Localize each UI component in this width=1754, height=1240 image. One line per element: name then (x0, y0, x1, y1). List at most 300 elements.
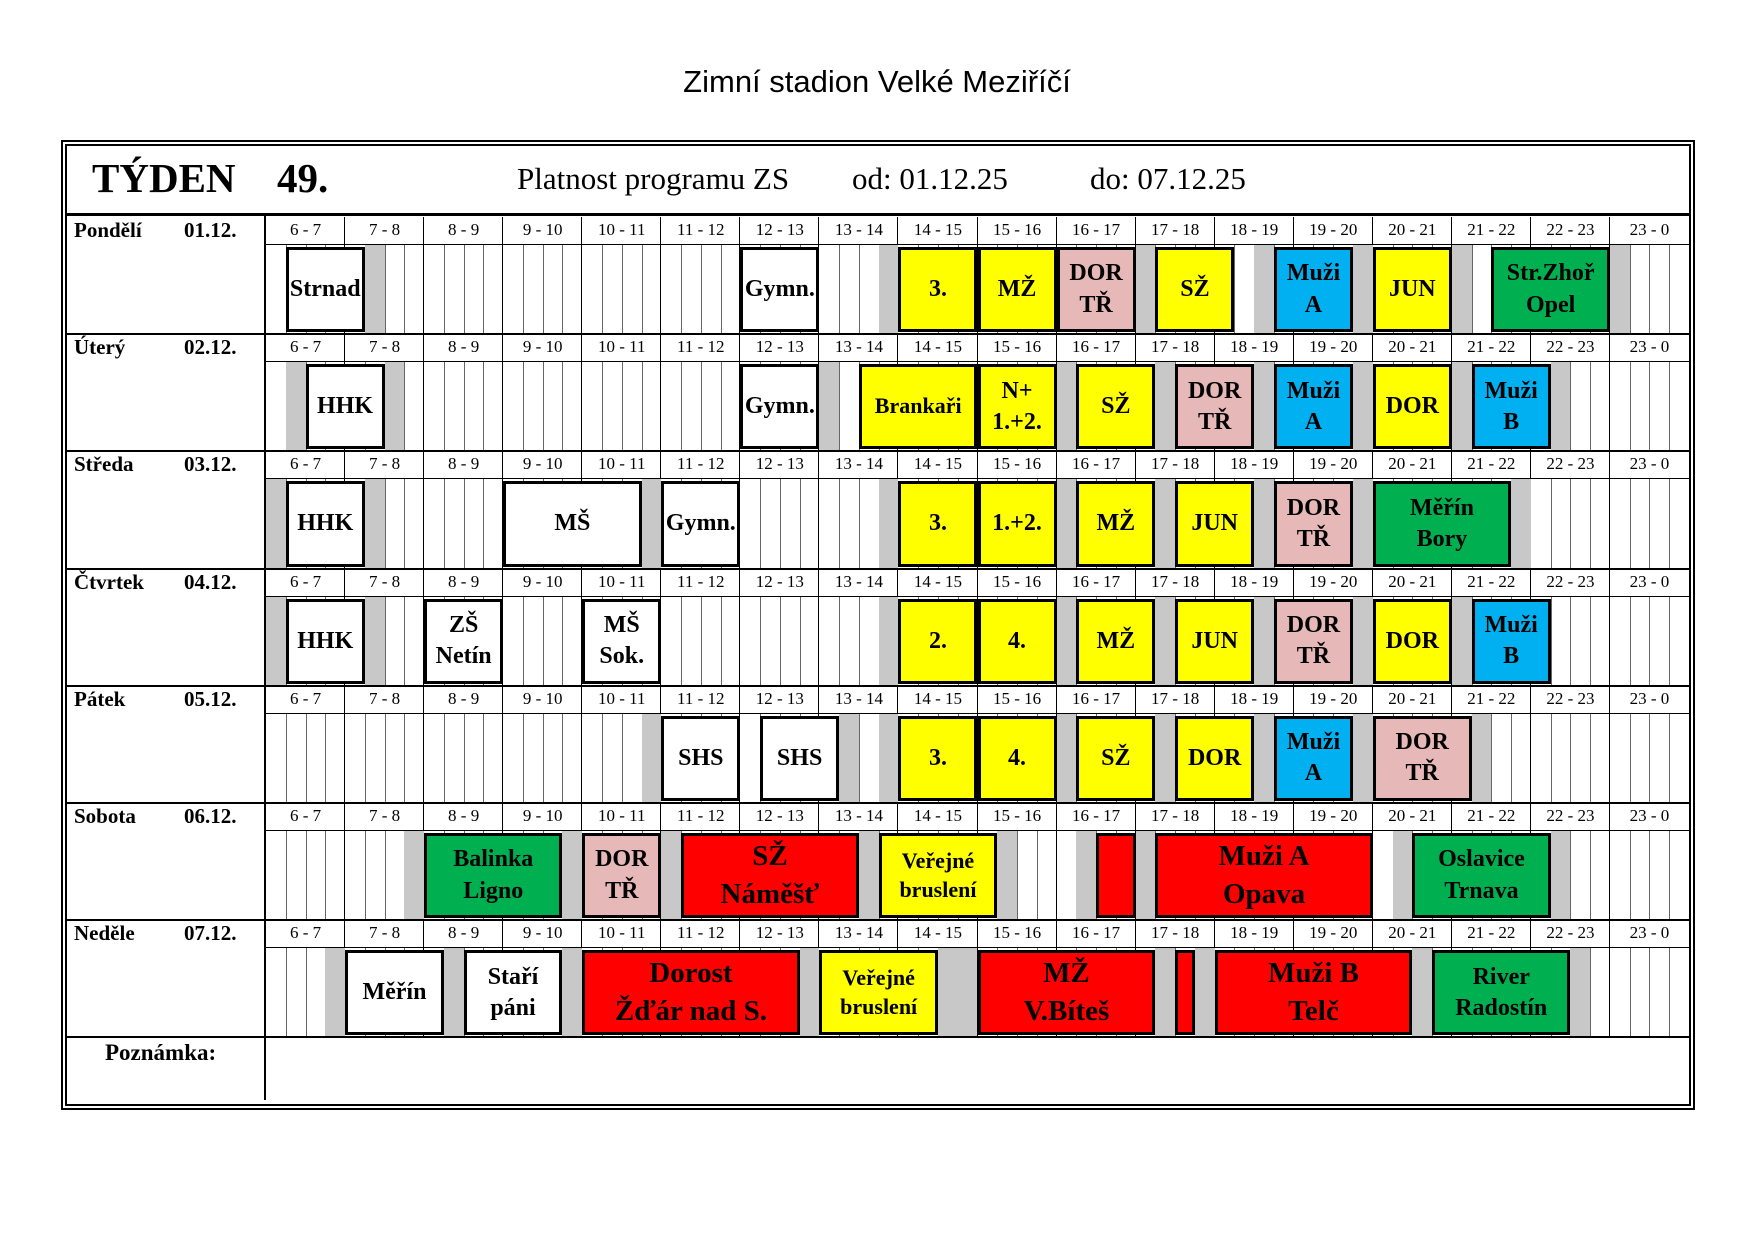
quarter-line (1630, 245, 1631, 334)
quarter-line (562, 714, 563, 803)
resurfacing-gap (1472, 714, 1492, 803)
hour-label: 17 - 18 (1151, 337, 1200, 357)
booking-block[interactable]: SŽ (1076, 364, 1155, 449)
hour-label: 22 - 23 (1546, 220, 1595, 239)
resurfacing-gap (661, 831, 681, 920)
hour-label: 17 - 18 (1151, 806, 1200, 825)
quarter-line (385, 831, 386, 920)
hour-label: 20 - 21 (1388, 806, 1437, 825)
quarter-line (543, 245, 544, 334)
hour-header-divider (266, 830, 1689, 831)
quarter-line (1570, 479, 1571, 568)
hour-label: 7 - 8 (368, 923, 401, 943)
day-name: Pondělí (74, 218, 142, 242)
hour-label: 12 - 13 (755, 806, 804, 825)
quarter-line (1570, 714, 1571, 803)
booking-block[interactable]: JUN (1373, 247, 1452, 332)
quarter-line (1669, 714, 1670, 803)
hour-label: 9 - 10 (522, 571, 563, 591)
hour-label: 8 - 9 (448, 688, 480, 708)
resurfacing-gap (562, 831, 582, 920)
quarter-line (859, 597, 860, 686)
resurfacing-gap (879, 245, 899, 334)
resurfacing-gap (1551, 362, 1571, 451)
quarter-line (404, 714, 405, 803)
quarter-line (602, 362, 603, 451)
booking-block[interactable]: Muži A Opava (1155, 833, 1372, 918)
booking-block[interactable]: Měřín (345, 950, 444, 1035)
day-date: 02.12. (184, 335, 237, 360)
quarter-line (839, 479, 840, 568)
booking-block[interactable]: 4. (978, 716, 1057, 801)
quarter-line (642, 362, 643, 451)
hour-label: 9 - 10 (522, 806, 563, 825)
hour-label: 17 - 18 (1151, 571, 1200, 591)
resurfacing-gap (266, 479, 286, 568)
quarter-line (760, 597, 761, 686)
quarter-line (404, 597, 405, 686)
hour-label: 8 - 9 (448, 571, 480, 591)
resurfacing-gap (1155, 597, 1175, 686)
booking-block[interactable]: Str.Zhoř Opel (1491, 247, 1610, 332)
hour-label: 14 - 15 (913, 923, 963, 943)
hour-label: 8 - 9 (448, 337, 480, 357)
resurfacing-gap (1353, 362, 1373, 451)
quarter-line (622, 245, 623, 334)
booking-block[interactable]: Balinka Ligno (424, 833, 562, 918)
resurfacing-gap (1551, 831, 1571, 920)
quarter-line (721, 245, 722, 334)
day-name: Úterý (74, 335, 126, 360)
hour-label: 13 - 14 (834, 337, 883, 357)
quarter-line (602, 245, 603, 334)
hour-label: 11 - 12 (677, 454, 725, 474)
quarter-line (1669, 245, 1670, 334)
day-name: Neděle (74, 921, 135, 946)
hour-label: 10 - 11 (597, 688, 646, 708)
resurfacing-gap (1393, 831, 1413, 920)
quarter-line (444, 479, 445, 568)
booking-block[interactable]: SŽ (1155, 247, 1234, 332)
quarter-line (1649, 948, 1650, 1037)
quarter-line (1649, 831, 1650, 920)
quarter-line (1234, 245, 1235, 334)
quarter-line (1649, 479, 1650, 568)
hour-label: 23 - 0 (1629, 806, 1670, 825)
quarter-line (1590, 714, 1591, 803)
hour-label: 8 - 9 (448, 806, 480, 825)
booking-block[interactable]: HHK (286, 481, 365, 566)
resurfacing-gap (1511, 479, 1531, 568)
hour-divider (1609, 334, 1610, 451)
hour-label: 18 - 19 (1230, 571, 1279, 591)
resurfacing-gap (1155, 714, 1175, 803)
quarter-line (325, 714, 326, 803)
hour-divider (502, 334, 503, 451)
booking-block[interactable]: MŽ (1076, 481, 1155, 566)
quarter-line (286, 831, 287, 920)
booking-block[interactable]: Muži A (1274, 716, 1353, 801)
hour-label: 10 - 11 (597, 337, 646, 357)
booking-block[interactable]: Veřejné bruslení (879, 833, 998, 918)
hour-divider (344, 686, 345, 803)
booking-block[interactable]: Muži B Telč (1215, 950, 1413, 1035)
booking-block[interactable]: DOR (1373, 364, 1452, 449)
hour-label: 9 - 10 (522, 454, 563, 474)
hour-label: 10 - 11 (597, 923, 646, 943)
hour-label: 20 - 21 (1388, 220, 1437, 239)
quarter-line (483, 714, 484, 803)
hour-label: 18 - 19 (1230, 454, 1279, 474)
hour-label: 12 - 13 (755, 923, 804, 943)
resurfacing-gap (958, 948, 978, 1037)
quarter-line (839, 245, 840, 334)
day-name: Pátek (74, 686, 126, 711)
booking-block[interactable]: Dorost Žďár nad S. (582, 950, 799, 1035)
quarter-line (1017, 831, 1018, 920)
quarter-line (760, 479, 761, 568)
quarter-line (385, 597, 386, 686)
hour-label: 10 - 11 (597, 806, 646, 825)
resurfacing-gap (562, 948, 582, 1037)
hour-header-divider (266, 478, 1689, 479)
quarter-line (701, 597, 702, 686)
hour-label: 19 - 20 (1309, 337, 1358, 357)
day-date: 06.12. (184, 804, 237, 828)
resurfacing-gap (859, 831, 879, 920)
resurfacing-gap (1353, 714, 1373, 803)
hour-label: 7 - 8 (368, 688, 401, 708)
booking-block[interactable]: MŽ V.Bíteš (978, 950, 1156, 1035)
day-divider (65, 1036, 1691, 1038)
hour-label: 13 - 14 (834, 220, 883, 239)
hour-label: 22 - 23 (1546, 806, 1595, 825)
quarter-line (1590, 948, 1591, 1037)
booking-block[interactable]: Gymn. (661, 481, 740, 566)
hour-label: 21 - 22 (1467, 454, 1516, 474)
quarter-line (1570, 831, 1571, 920)
booking-block[interactable]: DOR TŘ (1274, 481, 1353, 566)
hour-label: 11 - 12 (677, 571, 725, 591)
hour-label: 7 - 8 (368, 806, 401, 825)
booking-block[interactable]: HHK (306, 364, 385, 449)
quarter-line (385, 245, 386, 334)
hour-label: 6 - 7 (289, 923, 322, 943)
booking-block[interactable]: Staří páni (464, 950, 563, 1035)
quarter-line (859, 245, 860, 334)
hour-label: 14 - 15 (913, 571, 963, 591)
booking-block[interactable]: 3. (898, 716, 977, 801)
booking-block[interactable]: Gymn. (740, 247, 819, 332)
quarter-line (543, 597, 544, 686)
quarter-line (286, 714, 287, 803)
quarter-line (1630, 831, 1631, 920)
quarter-line (523, 362, 524, 451)
hour-label: 20 - 21 (1388, 923, 1437, 943)
quarter-line (1037, 831, 1038, 920)
hour-divider (660, 217, 661, 334)
hour-label: 18 - 19 (1230, 688, 1279, 708)
quarter-line (721, 362, 722, 451)
hour-divider (423, 217, 424, 334)
hour-label: 6 - 7 (289, 454, 322, 474)
hour-label: 9 - 10 (522, 688, 563, 708)
week-number: 49. (277, 155, 329, 201)
hour-label: 17 - 18 (1151, 688, 1200, 708)
resurfacing-gap (266, 597, 286, 686)
hour-label: 16 - 17 (1071, 688, 1121, 708)
resurfacing-gap (1412, 948, 1432, 1037)
hour-label: 7 - 8 (368, 220, 401, 239)
booking-block[interactable]: SHS (661, 716, 740, 801)
hour-label: 11 - 12 (677, 220, 725, 239)
quarter-line (721, 597, 722, 686)
resurfacing-gap (1057, 479, 1077, 568)
booking-block[interactable]: Muži A (1274, 247, 1353, 332)
quarter-line (1649, 597, 1650, 686)
hour-label: 16 - 17 (1071, 220, 1121, 239)
hour-label: 16 - 17 (1071, 571, 1121, 591)
booking-block[interactable]: JUN (1175, 481, 1254, 566)
hour-divider (423, 334, 424, 451)
booking-block[interactable]: JUN (1175, 599, 1254, 684)
booking-block[interactable]: SŽ Náměšť (681, 833, 859, 918)
quarter-line (483, 245, 484, 334)
booking-block[interactable]: Muži B (1472, 599, 1551, 684)
hour-label: 20 - 21 (1388, 337, 1437, 357)
resurfacing-gap (1452, 245, 1472, 334)
hour-label: 14 - 15 (913, 454, 963, 474)
hour-label: 11 - 12 (677, 923, 725, 943)
resurfacing-gap (879, 597, 899, 686)
hour-label: 13 - 14 (834, 923, 883, 943)
resurfacing-gap (1136, 245, 1156, 334)
resurfacing-gap (1057, 597, 1077, 686)
quarter-line (1669, 597, 1670, 686)
hour-divider (1056, 803, 1057, 920)
resurfacing-gap (404, 831, 424, 920)
hour-label: 23 - 0 (1629, 688, 1670, 708)
quarter-line (306, 714, 307, 803)
quarter-line (1590, 362, 1591, 451)
quarter-line (1551, 479, 1552, 568)
quarter-line (1570, 362, 1571, 451)
hour-label: 6 - 7 (289, 220, 322, 239)
hour-label: 10 - 11 (597, 220, 646, 239)
hour-label: 14 - 15 (913, 806, 963, 825)
hour-label: 23 - 0 (1629, 923, 1670, 943)
booking-block[interactable]: 4. (978, 599, 1057, 684)
resurfacing-gap (642, 479, 662, 568)
quarter-line (1630, 714, 1631, 803)
hour-header-divider (266, 244, 1689, 245)
quarter-line (1472, 245, 1473, 334)
booking-block[interactable]: SŽ (1076, 716, 1155, 801)
hour-label: 15 - 16 (992, 923, 1042, 943)
quarter-line (642, 245, 643, 334)
hour-label: 10 - 11 (597, 454, 646, 474)
booking-block[interactable]: Brankaři (859, 364, 978, 449)
hour-header-divider (266, 361, 1689, 362)
hour-divider (1609, 569, 1610, 686)
booking-block[interactable]: Muži A (1274, 364, 1353, 449)
resurfacing-gap (1057, 714, 1077, 803)
booking-block[interactable]: DOR TŘ (1175, 364, 1254, 449)
quarter-line (483, 362, 484, 451)
hour-label: 17 - 18 (1151, 923, 1200, 943)
booking-block[interactable]: DOR TŘ (582, 833, 661, 918)
hour-label: 9 - 10 (522, 220, 563, 239)
resurfacing-gap (642, 714, 662, 803)
booking-block[interactable] (1175, 950, 1195, 1035)
hour-divider (1609, 920, 1610, 1037)
quarter-line (1669, 479, 1670, 568)
quarter-line (444, 714, 445, 803)
day-name: Čtvrtek (74, 569, 144, 594)
quarter-line (1511, 714, 1512, 803)
quarter-line (464, 479, 465, 568)
day-name: Středa (74, 452, 134, 477)
quarter-line (464, 245, 465, 334)
hour-label: 14 - 15 (913, 337, 963, 357)
valid-to: do: 07.12.25 (1090, 161, 1246, 196)
hour-label: 15 - 16 (992, 454, 1042, 474)
hour-label: 13 - 14 (834, 454, 883, 474)
quarter-line (365, 831, 366, 920)
hour-label: 16 - 17 (1071, 806, 1121, 825)
hour-label: 23 - 0 (1629, 337, 1670, 357)
quarter-line (464, 714, 465, 803)
hour-label: 16 - 17 (1071, 337, 1121, 357)
quarter-line (1590, 597, 1591, 686)
hour-label: 19 - 20 (1309, 688, 1358, 708)
hour-label: 16 - 17 (1071, 923, 1121, 943)
hour-label: 11 - 12 (677, 337, 725, 357)
quarter-line (1570, 597, 1571, 686)
quarter-line (562, 362, 563, 451)
resurfacing-gap (1353, 245, 1373, 334)
hour-label: 13 - 14 (834, 688, 883, 708)
quarter-line (306, 948, 307, 1037)
quarter-line (602, 714, 603, 803)
hour-divider (581, 334, 582, 451)
hour-label: 15 - 16 (992, 688, 1042, 708)
quarter-line (404, 245, 405, 334)
booking-block[interactable]: Gymn. (740, 364, 819, 449)
hour-label: 20 - 21 (1388, 688, 1437, 708)
resurfacing-gap (819, 362, 839, 451)
resurfacing-gap (1155, 362, 1175, 451)
quarter-line (1590, 831, 1591, 920)
booking-block[interactable]: 2. (898, 599, 977, 684)
resurfacing-gap (325, 948, 345, 1037)
quarter-line (681, 597, 682, 686)
resurfacing-gap (938, 948, 958, 1037)
hour-label: 8 - 9 (448, 923, 480, 943)
hour-label: 21 - 22 (1467, 337, 1516, 357)
quarter-line (404, 479, 405, 568)
hour-label: 6 - 7 (289, 688, 322, 708)
hour-label: 12 - 13 (755, 337, 804, 357)
resurfacing-gap (1195, 948, 1215, 1037)
hour-label: 18 - 19 (1230, 220, 1279, 239)
booking-block[interactable]: MŠ Sok. (582, 599, 661, 684)
hour-label: 7 - 8 (368, 571, 401, 591)
booking-block[interactable]: Veřejné bruslení (819, 950, 938, 1035)
booking-block[interactable]: DOR (1175, 716, 1254, 801)
booking-block[interactable]: Měřín Bory (1373, 481, 1511, 566)
resurfacing-gap (365, 597, 385, 686)
booking-block[interactable]: MŽ (1076, 599, 1155, 684)
hour-label: 8 - 9 (448, 220, 480, 239)
hour-label: 18 - 19 (1230, 337, 1279, 357)
hour-label: 22 - 23 (1546, 688, 1595, 708)
quarter-line (1551, 597, 1552, 686)
hour-label: 16 - 17 (1071, 454, 1121, 474)
hour-label: 15 - 16 (992, 806, 1042, 825)
hour-label: 15 - 16 (992, 220, 1042, 239)
booking-block[interactable] (1096, 833, 1136, 918)
quarter-line (464, 362, 465, 451)
hour-label: 10 - 11 (597, 571, 646, 591)
booking-block[interactable]: SHS (760, 716, 839, 801)
booking-block[interactable]: 1.+2. (978, 481, 1057, 566)
resurfacing-gap (1136, 831, 1156, 920)
resurfacing-gap (365, 479, 385, 568)
resurfacing-gap (879, 479, 899, 568)
resurfacing-gap (1254, 362, 1274, 451)
hour-label: 15 - 16 (992, 337, 1042, 357)
booking-block[interactable]: DOR TŘ (1373, 716, 1472, 801)
week-label: TÝDEN (92, 155, 236, 201)
booking-block[interactable]: Oslavice Trnava (1412, 833, 1550, 918)
resurfacing-gap (997, 831, 1017, 920)
quarter-line (839, 597, 840, 686)
resurfacing-gap (1610, 245, 1630, 334)
hour-label: 20 - 21 (1388, 571, 1437, 591)
quarter-line (385, 479, 386, 568)
booking-block[interactable]: DOR TŘ (1274, 599, 1353, 684)
quarter-line (1669, 948, 1670, 1037)
quarter-line (701, 362, 702, 451)
booking-block[interactable]: N+ 1.+2. (978, 364, 1057, 449)
hour-divider (423, 451, 424, 568)
booking-block[interactable]: 3. (898, 481, 977, 566)
hour-label: 18 - 19 (1230, 806, 1279, 825)
quarter-line (780, 479, 781, 568)
quarter-line (622, 714, 623, 803)
booking-block[interactable]: HHK (286, 599, 365, 684)
hour-label: 6 - 7 (289, 806, 322, 825)
hour-label: 13 - 14 (834, 571, 883, 591)
quarter-line (483, 479, 484, 568)
booking-block[interactable]: DOR TŘ (1057, 247, 1136, 332)
hour-divider (581, 686, 582, 803)
day-date: 01.12. (184, 218, 237, 242)
booking-block[interactable]: MŠ (503, 481, 641, 566)
day-date: 05.12. (184, 686, 237, 711)
booking-block[interactable]: DOR (1373, 599, 1452, 684)
hour-label: 9 - 10 (522, 923, 563, 943)
booking-block[interactable]: 3. (898, 247, 977, 332)
booking-block[interactable]: Strnad (286, 247, 365, 332)
booking-block[interactable]: ZŠ Netín (424, 599, 503, 684)
resurfacing-gap (1452, 597, 1472, 686)
hour-divider (1609, 803, 1610, 920)
booking-block[interactable]: River Radostín (1432, 950, 1570, 1035)
booking-block[interactable]: Muži B (1472, 364, 1551, 449)
booking-block[interactable]: MŽ (978, 247, 1057, 332)
